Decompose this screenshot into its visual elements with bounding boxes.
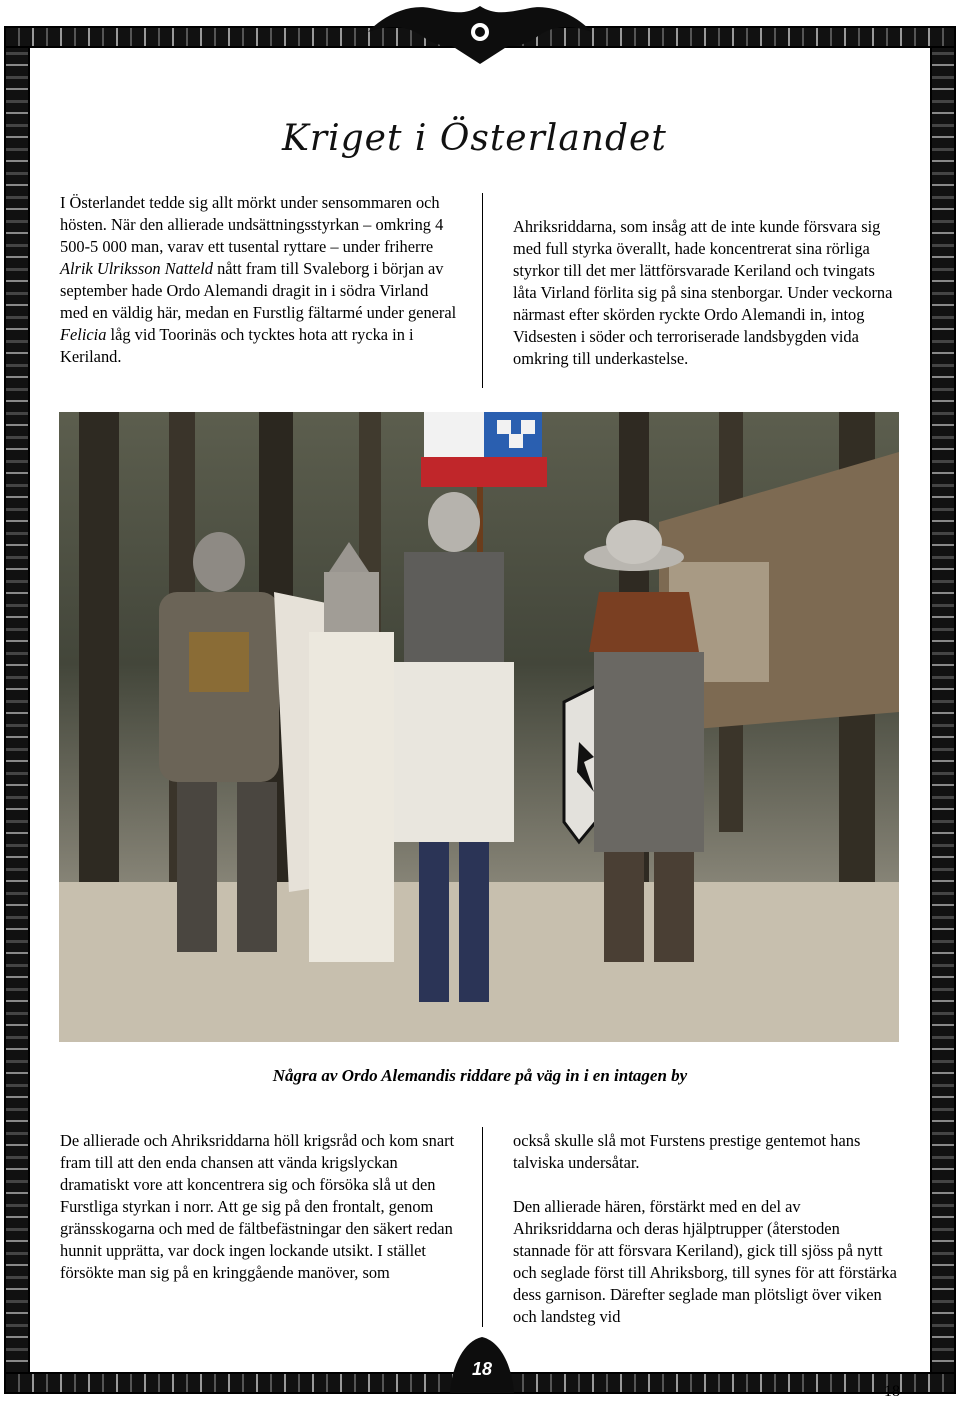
paragraph: Den allierade hären, förstärkt med en del av Ahriksriddarna och deras hjälptrupper (återstoden stannade för att försvara Keriland), gick till sjöss på nytt och seglade först till Ahriksborg, till synes för att förstärka dess garnison. Därefter seglade man plötsligt över viken och landsteg vid (513, 1197, 897, 1326)
page-title: Kriget i Österlandet (282, 118, 667, 159)
page-badge-icon (440, 1335, 524, 1393)
photo-illustration (59, 412, 899, 1042)
person-name: Alrik Ulriksson Natteld (60, 259, 213, 278)
paragraph: också skulle slå mot Furstens prestige gentemot hans talviska undersåtar. (513, 1131, 861, 1172)
text-column-top-left (60, 192, 460, 368)
border-left (4, 40, 30, 1380)
paragraph-spacer (513, 1174, 898, 1196)
person-name: Felicia (60, 325, 107, 344)
text-column-top-right (513, 216, 893, 370)
knights-photo (59, 412, 899, 1042)
crest-icon (360, 2, 600, 68)
border-right (930, 40, 956, 1380)
paragraph (60, 192, 460, 368)
column-divider (482, 193, 483, 388)
text-span: I Österlandet tedde sig allt mörkt under sensommaren och hösten. När den allierade undsättningsstyrkan – omkring 4 500-5 000 man, varav ett tusental ryttare – under friherre (60, 193, 444, 256)
text-column-bottom-right (513, 1130, 898, 1328)
column-divider (482, 1127, 483, 1327)
badge-number: 18 (471, 1359, 493, 1379)
page-number: 18 (884, 1383, 900, 1400)
text-span: nått fram till Svaleborg i början av september hade Ordo Alemandi dragit in i södra Virland med en väldig här, medan en Furstlig fältarmé under general (60, 259, 457, 322)
text-span: låg vid Toorinäs och tycktes hota att rycka in i Keriland. (60, 325, 414, 366)
text-column-bottom-left (60, 1130, 460, 1284)
photo-caption: Några av Ordo Alemandis riddare på väg in i en intagen by (272, 1066, 688, 1085)
paragraph: De allierade och Ahriksriddarna höll krigsråd och kom snart fram till att den enda chansen att vända krigslyckan dramatiskt vore att koncentrera sig och försöka slå ut den Furstliga styrkan i norr. Att ge sig på den frontalt, genom gränsskogarna och med de fältbefästningar den säkert redan hunnit upprätta, var dock ingen lockande utsikt. I stället försökte man sig på en kringgående manöver, som (60, 1131, 455, 1282)
paragraph: Ahriksriddarna, som insåg att de inte kunde försvara sig med full styrka överallt, hade koncentrerat sina rörliga styrkor till det mer lättförsvarade Keriland och tvingats låta Virland förlita sig på sina stenborgar. Under veckorna närmast efter skörden ryckte Ordo Alemandi in, intog Vidsesten i söder och terroriserade landsbygden vida omkring till underkastelse. (513, 217, 893, 368)
